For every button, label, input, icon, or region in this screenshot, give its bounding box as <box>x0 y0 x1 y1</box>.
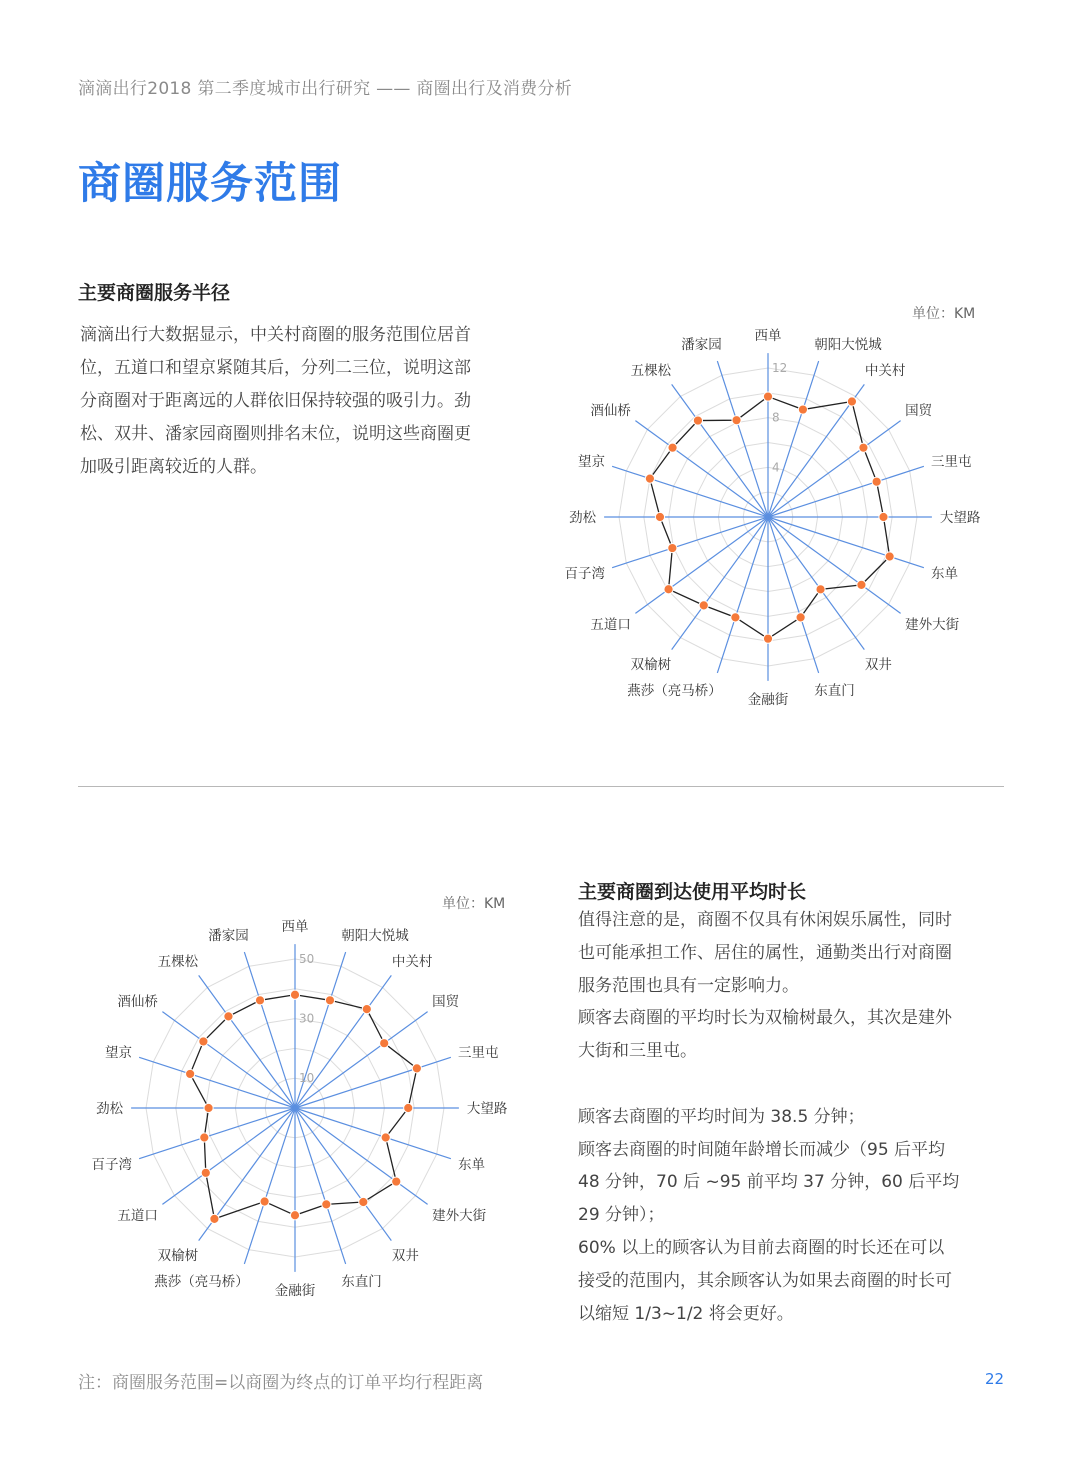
footnote: 注：商圈服务范围=以商圈为终点的订单平均行程距离 <box>78 1373 484 1393</box>
axis-spoke <box>139 1108 295 1159</box>
data-point <box>290 990 299 999</box>
axis-spoke <box>162 1108 295 1204</box>
paragraph-line: 60% 以上的顾客认为目前去商圈的时长还在可以 <box>578 1237 945 1258</box>
data-point <box>381 1133 390 1142</box>
category-label: 酒仙桥 <box>117 994 158 1011</box>
category-label: 酒仙桥 <box>590 403 631 420</box>
data-point <box>260 1197 269 1206</box>
data-point <box>322 1200 331 1209</box>
category-label: 东单 <box>930 566 958 583</box>
category-label: 劲松 <box>569 510 597 526</box>
category-label: 三里屯 <box>930 453 972 470</box>
category-label: 三里屯 <box>457 1044 499 1061</box>
category-label: 五棵松 <box>630 362 672 379</box>
tick-label: 30 <box>299 1011 315 1026</box>
data-point <box>186 1069 195 1078</box>
category-label: 双榆树 <box>157 1248 199 1265</box>
data-point <box>380 1039 389 1048</box>
category-label: 朝阳大悦城 <box>814 337 882 354</box>
paragraph-line: 顾客去商圈的平均时长为双榆树最久，其次是建外 <box>578 1008 952 1029</box>
category-label: 金融街 <box>274 1282 316 1299</box>
axis-spoke <box>295 975 391 1108</box>
category-label: 燕莎（亮马桥） <box>154 1273 249 1290</box>
page-number: 22 <box>985 1370 1005 1388</box>
axis-spoke <box>162 1012 295 1108</box>
category-label: 建外大街 <box>432 1207 487 1224</box>
paragraph-line: 加吸引距离较近的人群。 <box>80 457 267 477</box>
category-label: 大望路 <box>939 510 981 526</box>
paragraph-line: 顾客去商圈的平均时间为 38.5 分钟； <box>578 1106 865 1127</box>
chart2-unit-label: 单位：KM <box>442 896 506 912</box>
axis-spoke <box>295 1108 391 1241</box>
data-point <box>210 1214 219 1223</box>
section-heading-service-radius: 主要商圈服务半径 <box>78 282 231 304</box>
axis-spoke <box>295 1057 451 1108</box>
axis-spoke <box>244 952 295 1108</box>
average-duration-paragraph <box>578 904 959 1330</box>
category-label: 望京 <box>578 453 606 470</box>
category-label: 百子湾 <box>564 566 606 583</box>
paragraph-line: 也可能承担工作、居住的属性，通勤类出行对商圈 <box>578 942 952 963</box>
paragraph-line: 大街和三里屯。 <box>578 1041 697 1062</box>
category-label: 潘家园 <box>208 928 249 945</box>
paragraph-line: 以缩短 1/3~1/2 将会更好。 <box>578 1303 794 1324</box>
page-title: 商圈服务范围 <box>78 159 342 209</box>
paragraph-line: 48 分钟，70 后 ~95 前平均 37 分钟，60 后平均 <box>578 1172 960 1193</box>
paragraph-line: 位，五道口和望京紧随其后，分列二三位，说明这部 <box>80 358 471 378</box>
axis-spoke <box>139 1057 295 1108</box>
category-label: 东单 <box>457 1157 485 1174</box>
data-point <box>392 1177 401 1186</box>
data-point <box>404 1103 413 1112</box>
data-point <box>325 996 334 1005</box>
category-label: 西单 <box>754 328 782 345</box>
category-label: 望京 <box>105 1044 133 1061</box>
paragraph-line: 29 分钟）； <box>578 1205 665 1226</box>
category-label: 百子湾 <box>91 1157 133 1174</box>
data-point <box>204 1103 213 1112</box>
category-label: 朝阳大悦城 <box>341 928 409 945</box>
paragraph-line: 松、双井、潘家园商圈则排名末位，说明这些商圈更 <box>80 424 471 444</box>
category-label: 燕莎（亮马桥） <box>627 682 722 699</box>
category-label: 大望路 <box>466 1101 508 1117</box>
category-label: 五道口 <box>590 616 631 633</box>
category-label: 东直门 <box>341 1273 382 1290</box>
category-label: 劲松 <box>96 1101 124 1117</box>
tick-label: 10 <box>299 1071 315 1086</box>
axis-spoke <box>295 1108 346 1264</box>
section-heading-average-duration: 主要商圈到达使用平均时长 <box>578 881 807 903</box>
category-label: 西单 <box>281 919 309 936</box>
category-label: 双榆树 <box>630 657 672 674</box>
category-label: 国贸 <box>432 994 460 1011</box>
data-line <box>190 995 417 1219</box>
axis-spoke <box>295 1012 428 1108</box>
data-point <box>199 1037 208 1046</box>
axis-spoke <box>244 1108 295 1264</box>
axis-spoke <box>295 1108 428 1204</box>
category-label: 五棵松 <box>157 953 199 970</box>
tick-label: 8 <box>772 410 780 425</box>
tick-label: 12 <box>772 361 788 375</box>
axis-spoke <box>295 1108 451 1159</box>
chart1-unit-label: 单位：KM <box>912 306 976 322</box>
data-point <box>200 1133 209 1142</box>
data-point <box>224 1012 233 1021</box>
category-label: 双井 <box>391 1248 419 1265</box>
tick-label: 4 <box>772 460 780 475</box>
category-label: 中关村 <box>864 362 906 379</box>
category-label: 金融街 <box>747 691 789 708</box>
category-label: 东直门 <box>814 682 855 699</box>
axis-spoke <box>199 975 295 1108</box>
paragraph-line: 接受的范围内，其余顾客认为如果去商圈的时长可 <box>578 1270 952 1291</box>
paragraph-line: 滴滴出行大数据显示，中关村商圈的服务范围位居首 <box>80 325 471 345</box>
data-point <box>362 1005 371 1014</box>
paragraph-line: 顾客去商圈的时间随年龄增长而减少（95 后平均 <box>578 1139 946 1160</box>
category-label: 中关村 <box>391 953 433 970</box>
category-label: 双井 <box>864 657 892 674</box>
data-point <box>255 996 264 1005</box>
paragraph-line: 分商圈对于距离远的人群依旧保持较强的吸引力。劲 <box>80 391 471 411</box>
data-point <box>290 1211 299 1220</box>
report-header: 滴滴出行2018 第二季度城市出行研究 —— 商圈出行及消费分析 <box>78 79 573 99</box>
paragraph-line <box>578 1068 959 1101</box>
paragraph-line: 值得注意的是，商圈不仅具有休闲娱乐属性，同时 <box>578 910 952 930</box>
data-point <box>201 1168 210 1177</box>
data-point <box>359 1197 368 1206</box>
paragraph-line: 服务范围也具有一定影响力。 <box>578 975 799 996</box>
category-label: 国贸 <box>905 403 933 420</box>
category-label: 潘家园 <box>681 337 722 354</box>
data-point <box>412 1064 421 1073</box>
category-label: 五道口 <box>117 1207 158 1224</box>
category-label: 建外大街 <box>905 616 960 633</box>
tick-label: 50 <box>299 952 315 966</box>
